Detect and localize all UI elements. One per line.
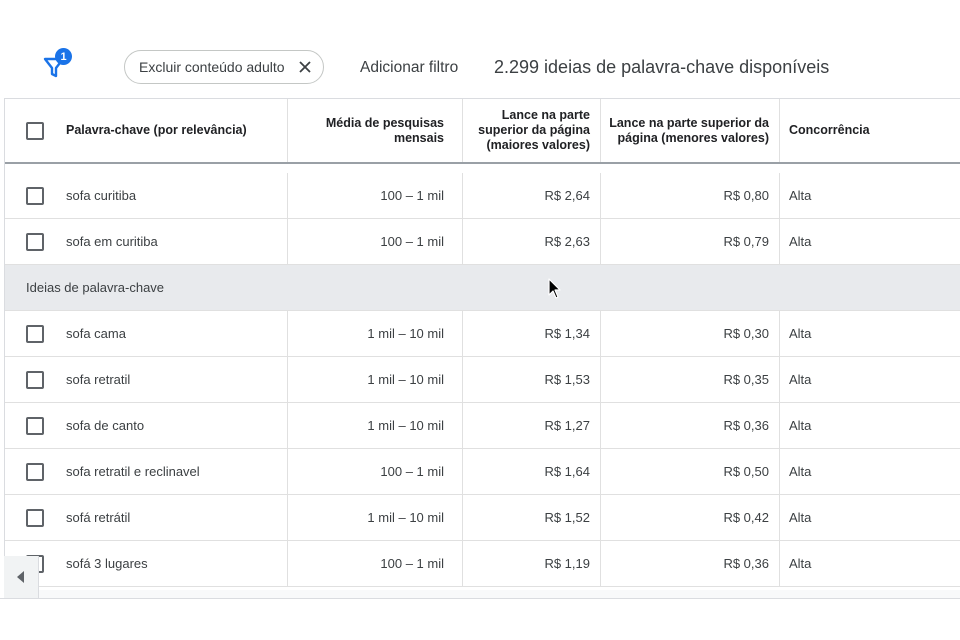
table-row xyxy=(5,403,960,449)
competition-cell: Alta xyxy=(789,464,812,479)
top-bid-low-cell: R$ 0,42 xyxy=(601,495,780,540)
top-bid-low-cell: R$ 0,36 xyxy=(601,403,780,448)
avg-searches-cell: 1 mil – 10 mil xyxy=(288,403,463,448)
mouse-pointer-icon xyxy=(548,278,562,300)
divider xyxy=(0,598,960,599)
table-header xyxy=(5,98,960,164)
horizontal-scrollbar[interactable] xyxy=(38,590,960,598)
row-checkbox[interactable] xyxy=(26,371,44,389)
top-bid-low-cell: R$ 0,30 xyxy=(601,311,780,356)
top-bid-low-cell: R$ 0,35 xyxy=(601,357,780,402)
table-row xyxy=(5,449,960,495)
row-checkbox[interactable] xyxy=(26,417,44,435)
keyword-text: sofá retrátil xyxy=(66,510,131,525)
scroll-left-button[interactable] xyxy=(4,556,39,598)
keyword-text: sofa cama xyxy=(66,326,126,341)
competition-cell: Alta xyxy=(789,556,812,571)
keyword-text: sofa de canto xyxy=(66,418,145,433)
top-bid-high-cell: R$ 2,64 xyxy=(463,173,601,218)
table-row xyxy=(5,173,960,219)
top-bid-high-cell: R$ 1,53 xyxy=(463,357,601,402)
row-checkbox[interactable] xyxy=(26,463,44,481)
top-bid-high-cell: R$ 1,27 xyxy=(463,403,601,448)
top-bid-high-cell: R$ 2,63 xyxy=(463,219,601,264)
column-header-avg-searches[interactable]: Média de pesquisas mensais xyxy=(288,99,463,162)
section-label: Ideias de palavra-chave xyxy=(26,280,165,295)
keyword-table xyxy=(4,98,960,598)
close-icon[interactable] xyxy=(297,59,313,75)
avg-searches-cell: 1 mil – 10 mil xyxy=(288,311,463,356)
top-bid-low-cell: R$ 0,36 xyxy=(601,541,780,586)
table-row xyxy=(5,219,960,265)
keyword-text: sofa retratil e reclinavel xyxy=(66,464,200,479)
top-bid-high-cell: R$ 1,52 xyxy=(463,495,601,540)
avg-searches-cell: 100 – 1 mil xyxy=(288,449,463,494)
keyword-text: sofa curitiba xyxy=(66,188,137,203)
competition-cell: Alta xyxy=(789,372,812,387)
section-header-keyword-ideas xyxy=(5,265,960,311)
keyword-text: sofá 3 lugares xyxy=(66,556,148,571)
row-checkbox[interactable] xyxy=(26,187,44,205)
top-bid-low-cell: R$ 0,80 xyxy=(601,173,780,218)
competition-cell: Alta xyxy=(789,326,812,341)
top-bid-high-cell: R$ 1,19 xyxy=(463,541,601,586)
arrow-left-icon xyxy=(16,571,26,583)
table-row xyxy=(5,541,960,587)
filter-chip-adult-content[interactable] xyxy=(124,50,324,84)
toolbar xyxy=(0,40,960,98)
top-bid-high-cell: R$ 1,34 xyxy=(463,311,601,356)
row-checkbox[interactable] xyxy=(26,509,44,527)
filter-count-badge: 1 xyxy=(55,48,72,65)
top-bid-high-cell: R$ 1,64 xyxy=(463,449,601,494)
filter-chip-label: Excluir conteúdo adulto xyxy=(139,59,285,75)
avg-searches-cell: 100 – 1 mil xyxy=(288,173,463,218)
top-bid-low-cell: R$ 0,50 xyxy=(601,449,780,494)
add-filter-button[interactable]: Adicionar filtro xyxy=(360,59,459,76)
avg-searches-cell: 100 – 1 mil xyxy=(288,219,463,264)
competition-cell: Alta xyxy=(789,234,812,249)
keyword-text: sofa em curitiba xyxy=(66,234,158,249)
column-header-competition[interactable]: Concorrência xyxy=(789,123,870,137)
table-row xyxy=(5,311,960,357)
select-all-checkbox[interactable] xyxy=(26,122,44,140)
keyword-ideas-count: 2.299 ideias de palavra-chave disponíveis xyxy=(494,57,830,77)
competition-cell: Alta xyxy=(789,510,812,525)
row-checkbox[interactable] xyxy=(26,325,44,343)
keyword-text: sofa retratil xyxy=(66,372,131,387)
table-row xyxy=(5,495,960,541)
column-header-keyword[interactable]: Palavra-chave (por relevância) xyxy=(5,99,288,162)
avg-searches-cell: 100 – 1 mil xyxy=(288,541,463,586)
top-bid-low-cell: R$ 0,79 xyxy=(601,219,780,264)
column-header-top-bid-low[interactable]: Lance na parte superior da página (menores valores) xyxy=(601,99,780,162)
column-header-top-bid-high[interactable]: Lance na parte superior da página (maiores valores) xyxy=(463,99,601,162)
competition-cell: Alta xyxy=(789,418,812,433)
table-row xyxy=(5,357,960,403)
avg-searches-cell: 1 mil – 10 mil xyxy=(288,495,463,540)
avg-searches-cell: 1 mil – 10 mil xyxy=(288,357,463,402)
row-checkbox[interactable] xyxy=(26,233,44,251)
competition-cell: Alta xyxy=(789,188,812,203)
